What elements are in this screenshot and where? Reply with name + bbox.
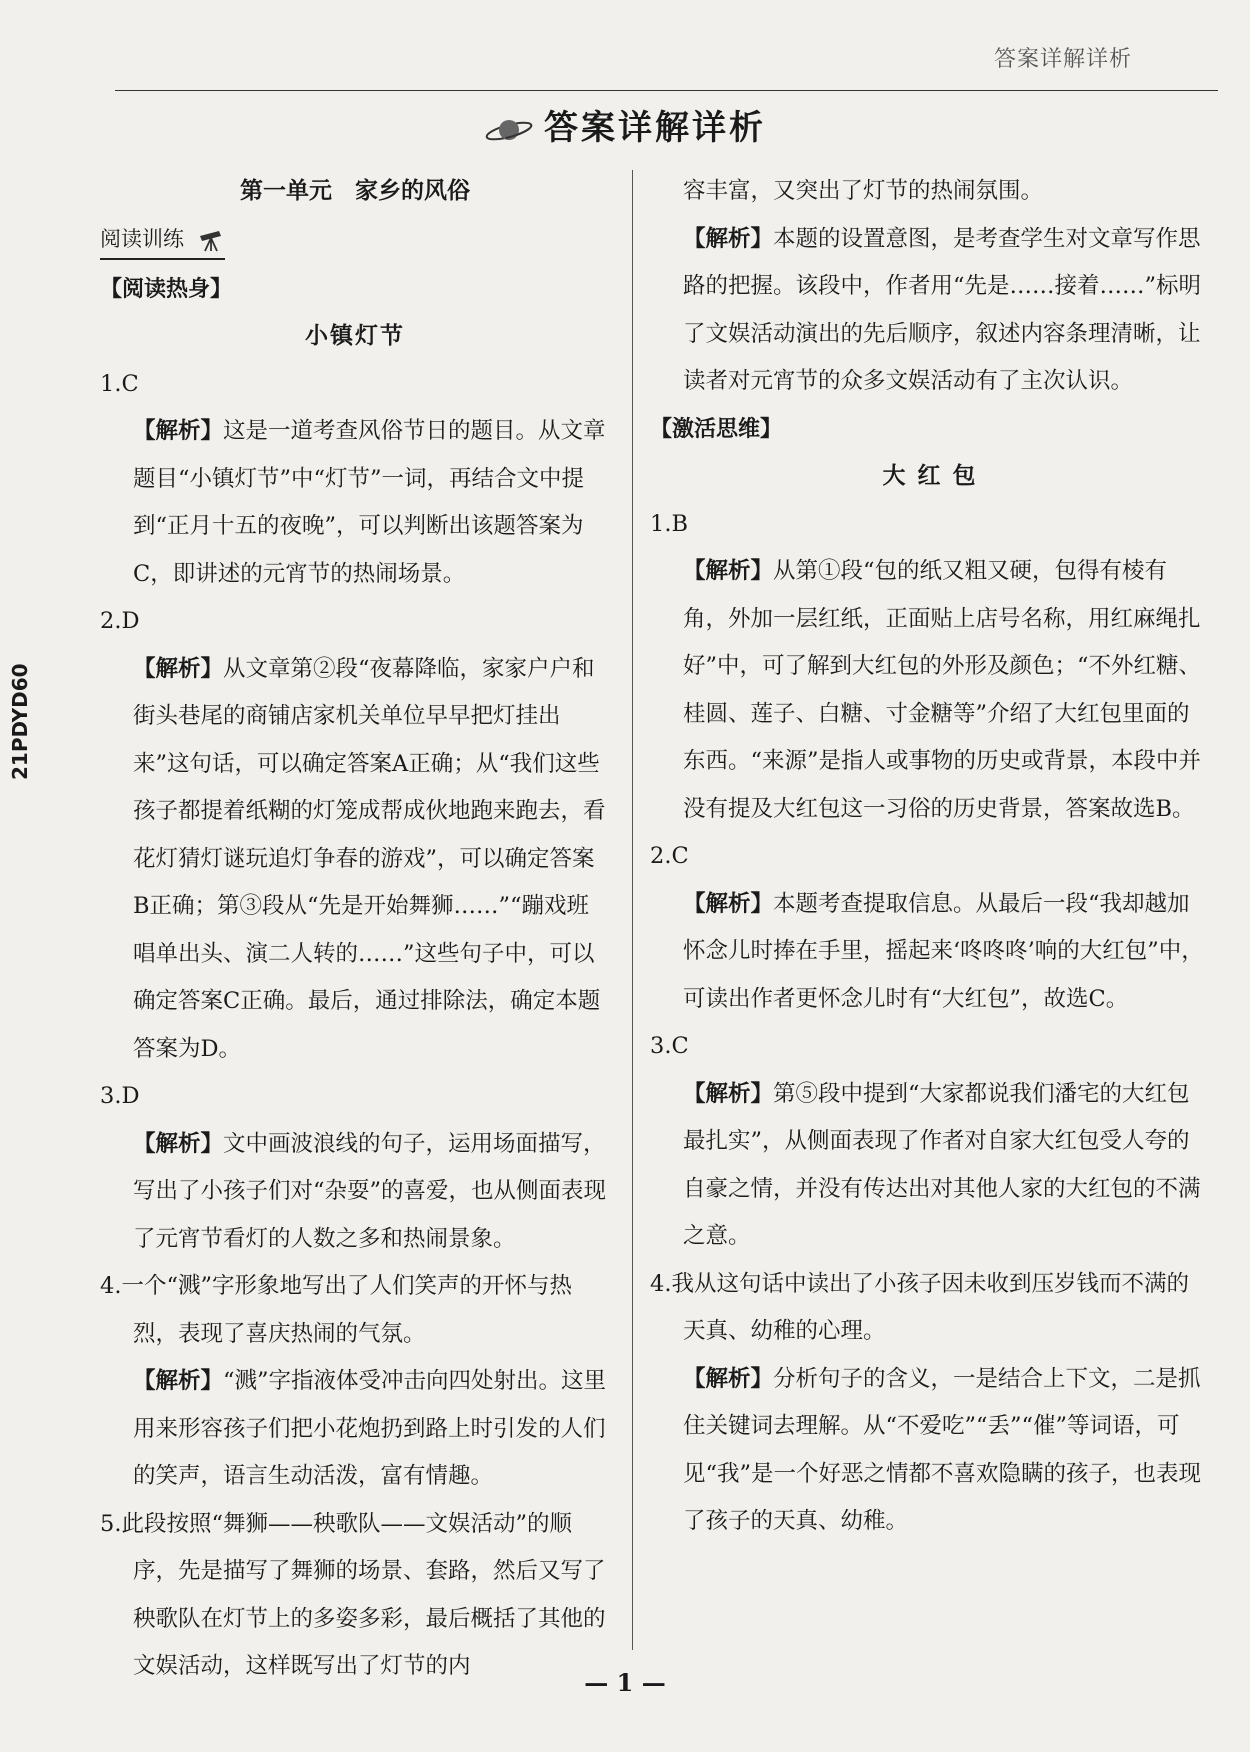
question-number: 1. [100, 370, 122, 397]
left-column [100, 168, 610, 1691]
analysis-label: 【解析】 [133, 1130, 224, 1157]
analysis-label: 【解析】 [683, 1080, 774, 1107]
section-heading-activate: 【激活思维】 [650, 416, 783, 442]
analysis-label: 【解析】 [133, 655, 224, 682]
question-number: 1. [650, 510, 672, 537]
training-label-text: 阅读训练 [100, 226, 184, 251]
answer-item [650, 1261, 1210, 1356]
analysis-text: 文中画波浪线的句子，运用场面描写，写出了小孩子们对“杂耍”的喜爱，也从侧面表现了元宵节看灯的人数之多和热闹景象。 [133, 1130, 607, 1252]
analysis-text: “溅”字指液体受冲击向四处射出。这里用来形容孩子们把小花炮扔到路上时引发的人们的笑声，语言生动活泼，富有情趣。 [133, 1368, 607, 1489]
question-number: 4. [650, 1270, 672, 1297]
page-title-text: 答案详解详析 [544, 108, 766, 148]
question-number: 5. [100, 1510, 122, 1537]
analysis-label: 【解析】 [133, 1368, 224, 1394]
article-title: 小镇灯节 [305, 323, 405, 349]
analysis-label: 【解析】 [683, 890, 774, 917]
analysis-text: 第⑤段中提到“大家都说我们潘宅的大红包最扎实”，从侧面表现了作者对自家大红包受人夸的自豪之情，并没有传达出对其他人家的大红包的不满之意。 [683, 1080, 1201, 1249]
analysis [100, 646, 610, 1074]
answer-text: D [121, 608, 140, 634]
analysis-label: 【解析】 [683, 558, 774, 584]
unit-title: 第一单元 家乡的风俗 [240, 178, 470, 204]
analysis [650, 216, 1210, 406]
answer-item [100, 598, 610, 646]
analysis-label: 【解析】 [683, 225, 774, 252]
answer-item [650, 1023, 1210, 1071]
answer-text: 此段按照“舞狮——秧歌队——文娱活动”的顺序，先是描写了舞狮的场景、套路，然后又写了秧歌队在灯节上的多姿多彩，最后概括了其他的文娱活动，这样既写出了灯节的内 [121, 1510, 606, 1679]
answer-continuation: 容丰富，又突出了灯节的热闹氛围。 [683, 178, 1044, 204]
analysis [100, 1358, 610, 1501]
answer-text: C [121, 370, 139, 397]
training-label [100, 220, 225, 260]
answer-item [650, 833, 1210, 881]
column-divider [632, 170, 633, 1650]
article-title: 大 红 包 [882, 463, 978, 489]
analysis-label: 【解析】 [133, 418, 224, 444]
question-number: 2. [100, 608, 122, 634]
answer-text: 我从这句话中读出了小孩子因未收到压岁钱而不满的天真、幼稚的心理。 [671, 1270, 1189, 1344]
page-number: — 1 — [584, 1668, 666, 1697]
answer-text: C [671, 843, 689, 869]
answer-item [100, 1501, 610, 1691]
question-number: 2. [650, 843, 672, 869]
page-title [0, 100, 1250, 149]
header-label: 答案详解详析 [993, 47, 1132, 72]
analysis [100, 1121, 610, 1264]
right-column [650, 168, 1210, 1546]
analysis [100, 408, 610, 598]
answer-item [100, 361, 610, 409]
analysis-text: 从第①段“包的纸又粗又硬，包得有棱有角，外加一层红纸，正面贴上店号名称，用红麻绳扎好”中，可了解到大红包的外形及颜色；“不外红糖、桂圆、莲子、白糖、寸金糖等”介绍了大红包里面的东西。“来源”是指人或事物的历史或背景，本段中并没有提及大红包这一习俗的历史背景，答案故选B。 [683, 558, 1202, 822]
side-code: 21PDYD60 [8, 663, 32, 780]
telescope-icon [197, 228, 225, 252]
answer-text: 一个“溅”字形象地写出了人们笑声的开怀与热烈，表现了喜庆热闹的气氛。 [121, 1273, 572, 1347]
header-rule [115, 90, 1218, 91]
analysis [650, 548, 1210, 833]
answer-item [100, 1263, 610, 1358]
analysis [650, 1356, 1210, 1546]
answer-text: C [671, 1033, 689, 1059]
analysis-text: 本题的设置意图，是考查学生对文章写作思路的把握。该段中，作者用“先是……接着……”标明了文娱活动演出的先后顺序，叙述内容条理清晰，让读者对元宵节的众多文娱活动有了主次认识。 [683, 225, 1202, 394]
analysis-text: 从文章第②段“夜幕降临，家家户户和街头巷尾的商铺店家机关单位早早把灯挂出来”这句话，可以确定答案A正确；从“我们这些孩子都提着纸糊的灯笼成帮成伙地跑来跑去，看花灯猜灯谜玩追灯争春的游戏”，可以确定答案B正确；第③段从“先是开始舞狮……”“蹦戏班唱单出头、演二人转的……”这些句子中，可以确定答案C正确。最后，通过排除法，确定本题答案为D。 [133, 655, 606, 1062]
analysis-text: 这是一道考查风俗节日的题目。从文章题目“小镇灯节”中“灯节”一词，再结合文中提到“正月十五的夜晚”，可以判断出该题答案为C，即讲述的元宵节的热闹场景。 [133, 418, 606, 587]
answer-text: B [671, 510, 689, 537]
planet-icon [484, 114, 534, 146]
answer-item [100, 1073, 610, 1121]
question-number: 3. [650, 1033, 672, 1059]
analysis-text: 本题考查提取信息。从最后一段“我却越加怀念儿时捧在手里，摇起来‘咚咚咚’响的大红包”中，可读出作者更怀念儿时有“大红包”，故选C。 [683, 890, 1204, 1012]
question-number: 4. [100, 1273, 122, 1299]
analysis [650, 1071, 1210, 1261]
analysis-text: 分析句子的含义，一是结合上下文，二是抓住关键词去理解。从“不爱吃”“丢”“催”等词语，可见“我”是一个好恶之情都不喜欢隐瞒的孩子，也表现了孩子的天真、幼稚。 [683, 1365, 1202, 1534]
section-heading-warmup: 【阅读热身】 [100, 276, 233, 302]
analysis [650, 881, 1210, 1024]
analysis-label: 【解析】 [683, 1365, 774, 1392]
question-number: 3. [100, 1083, 122, 1109]
answer-text: D [121, 1083, 140, 1109]
answer-item [650, 501, 1210, 549]
